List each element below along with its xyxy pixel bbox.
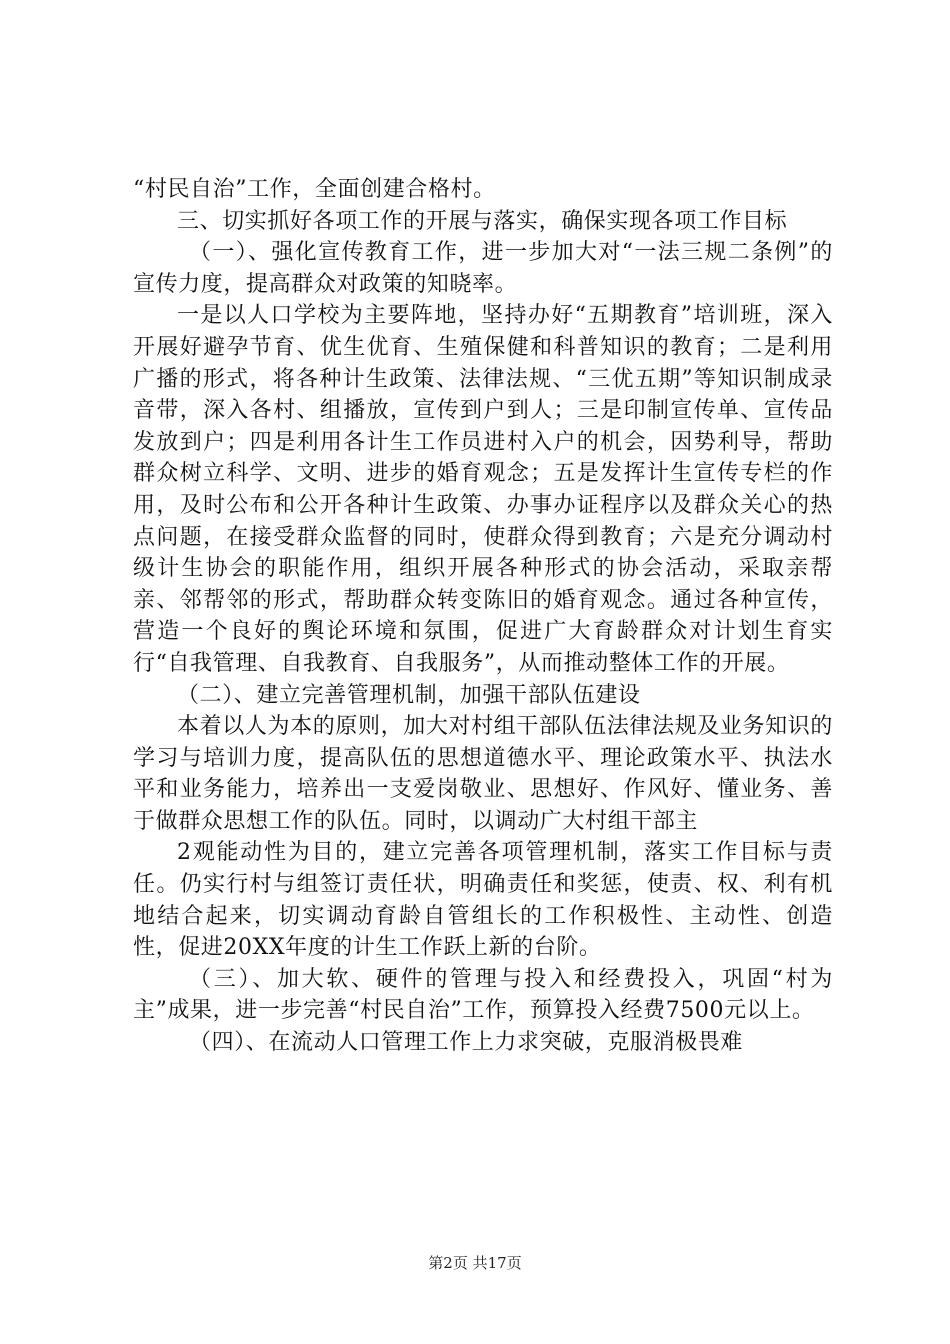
subsection-heading-2: （二）、建立完善管理机制，加强干部队伍建设 — [177, 682, 641, 708]
document-body — [133, 174, 833, 1059]
subsection-heading-4: （四）、在流动人口管理工作上力求突破，克服消极畏难 — [189, 1030, 744, 1056]
paragraph-propaganda: 一是以人口学校为主要阵地，坚持办好“五期教育”培训班，深入开展好避孕节育、优生优育、生殖保健和科普知识的教育；二是利用广播的形式，将各种计生政策、法律法规、“三优五期”等知识制成录音带，深入各村、组播放，宣传到户到人；三是印制宣传单、宣传品发放到户；四是利用各计生工作员进村入户的机会，因势利导，帮助群众树立科学、文明、进步的婚育观念；五是发挥计生宣传专栏的作用，及时公布和公开各种计生政策、办事办证程序以及群众关心的热点问题，在接受群众监督的同时，使群众得到教育；六是充分调动村级计生协会的职能作用，组织开展各种形式的协会活动，采取亲帮亲、邻帮邻的形式，帮助群众转变陈旧的婚育观念。通过各种宣传，营造一个良好的舆论环境和氛围，促进广大育龄群众对计划生育实行“自我管理、自我教育、自我服务”，从而推动整体工作的开展。 — [133, 303, 833, 676]
subsection-heading-1: （一）、强化宣传教育工作，进一步加大对“一法三规二条例”的宣传力度，提高群众对政策的知晓率。 — [133, 240, 833, 297]
paragraph-management-mechanism: 2观能动性为目的，建立完善各项管理机制，落实工作目标与责任。仍实行村与组签订责任状，明确责任和奖惩，使责、权、利有机地结合起来，切实调动育龄自管组长的工作积极性、主动性、创造性，促进20XX年度的计生工作跃上新的台阶。 — [133, 840, 833, 961]
subsection-heading-3: （三）、加大软、硬件的管理与投入和经费投入，巩固“村为主”成果，进一步完善“村民自治”工作，预算投入经费7500元以上。 — [133, 966, 833, 1024]
page-footer: 第2页 共17页 — [428, 1254, 522, 1272]
paragraph-cadre-training: 本着以人为本的原则，加大对村组干部队伍法律法规及业务知识的学习与培训力度，提高队伍的思想道德水平、理论政策水平、执法水平和业务能力，培养出一支爱岗敬业、思想好、作风好、懂业务、善于做群众思想工作的队伍。同时，以调动广大村组干部主 — [133, 714, 833, 834]
section-heading-3: 三、切实抓好各项工作的开展与落实，确保实现各项工作目标 — [177, 208, 788, 234]
paragraph-continuation: “村民自治”工作，全面创建合格村。 — [133, 177, 496, 202]
